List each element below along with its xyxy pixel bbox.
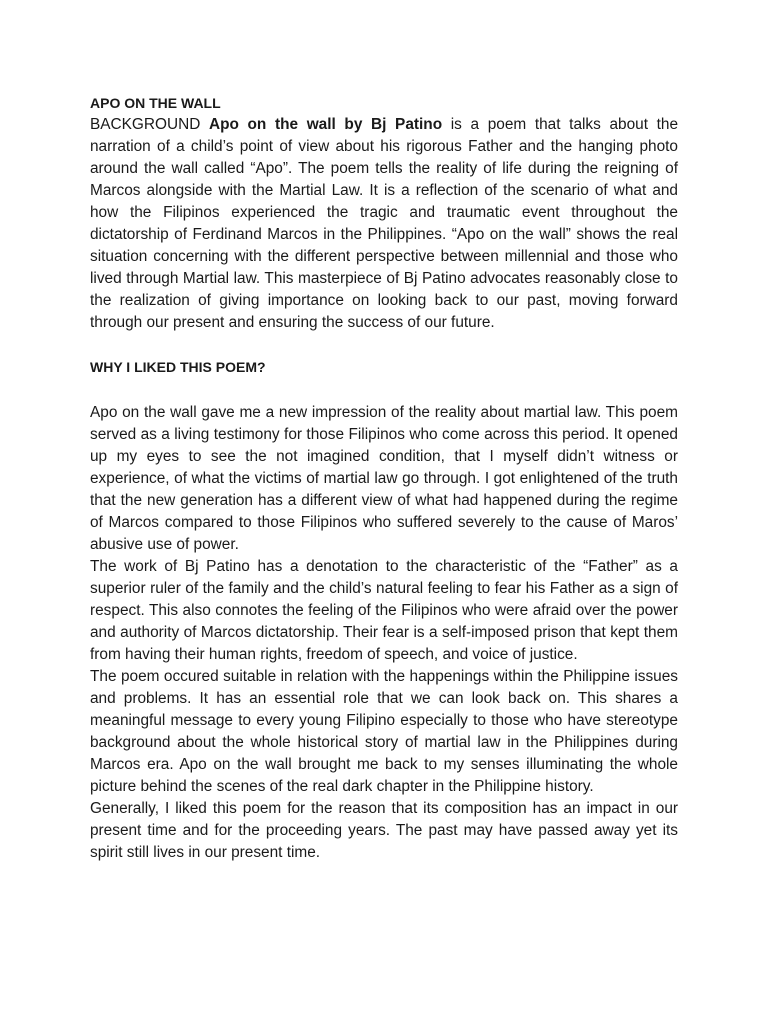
body-paragraph-2: The work of Bj Patino has a denotation to the characteristic of the “Father” as a superior ruler of the family and the child’s natural feeling to fear his Father as a sign of respect. This also connotes the feeling of the Filipinos who were afraid over the power and authority of Marcos dictatorship. Their fear is a self-imposed prison that kept them from having their human rights, freedom of speech, and voice of justice. xyxy=(90,558,678,663)
background-label: BACKGROUND xyxy=(90,116,201,133)
body-paragraph-4: Generally, I liked this poem for the reason that its composition has an impact in our present time and for the proceeding years. The past may have passed away yet its spirit still lives in our present time. xyxy=(90,800,678,861)
document-page xyxy=(90,92,678,864)
section-heading: WHY I LIKED THIS POEM? xyxy=(90,359,266,375)
background-text: is a poem that talks about the narration of a child’s point of view about his rigorous Father and the hanging photo around the wall called “Apo”. The poem tells the reality of life during the reigning of Marcos alongside with the Martial Law. It is a reflection of the scenario of what and how the Filipinos experienced the tragic and traumatic event throughout the dictatorship of Ferdinand Marcos in the Philippines. “Apo on the wall” shows the real situation concerning with the different perspective between millennial and those who lived through Martial law. This masterpiece of Bj Patino advocates reasonably close to the realization of giving importance on looking back to our past, moving forward through our present and ensuring the success of our future. xyxy=(90,116,679,331)
body-paragraph-1: Apo on the wall gave me a new impression of the reality about martial law. This poem served as a living testimony for those Filipinos who come across this period. It opened up my eyes to see the not imagined condition, that I myself didn’t witness or experience, of what the victims of martial law go through. I got enlightened of the truth that the new generation has a different view of what had happened during the regime of Marcos compared to those Filipinos who suffered severely to the cause of Maros’ abusive use of power. xyxy=(90,404,678,553)
background-bold-phrase: Apo on the wall by Bj Patino xyxy=(208,116,443,133)
background-paragraph xyxy=(90,114,678,334)
body-paragraph-3: The poem occured suitable in relation with the happenings within the Philippine issues and problems. It has an essential role that we can look back on. This shares a meaningful message to every young Filipino especially to those who have stereotype background about the whole historical story of martial law in the Philippines during Marcos era. Apo on the wall brought me back to my senses illuminating the whole picture behind the scenes of the real dark chapter in the Philippine history. xyxy=(90,668,678,795)
document-title: APO ON THE WALL xyxy=(90,95,221,111)
